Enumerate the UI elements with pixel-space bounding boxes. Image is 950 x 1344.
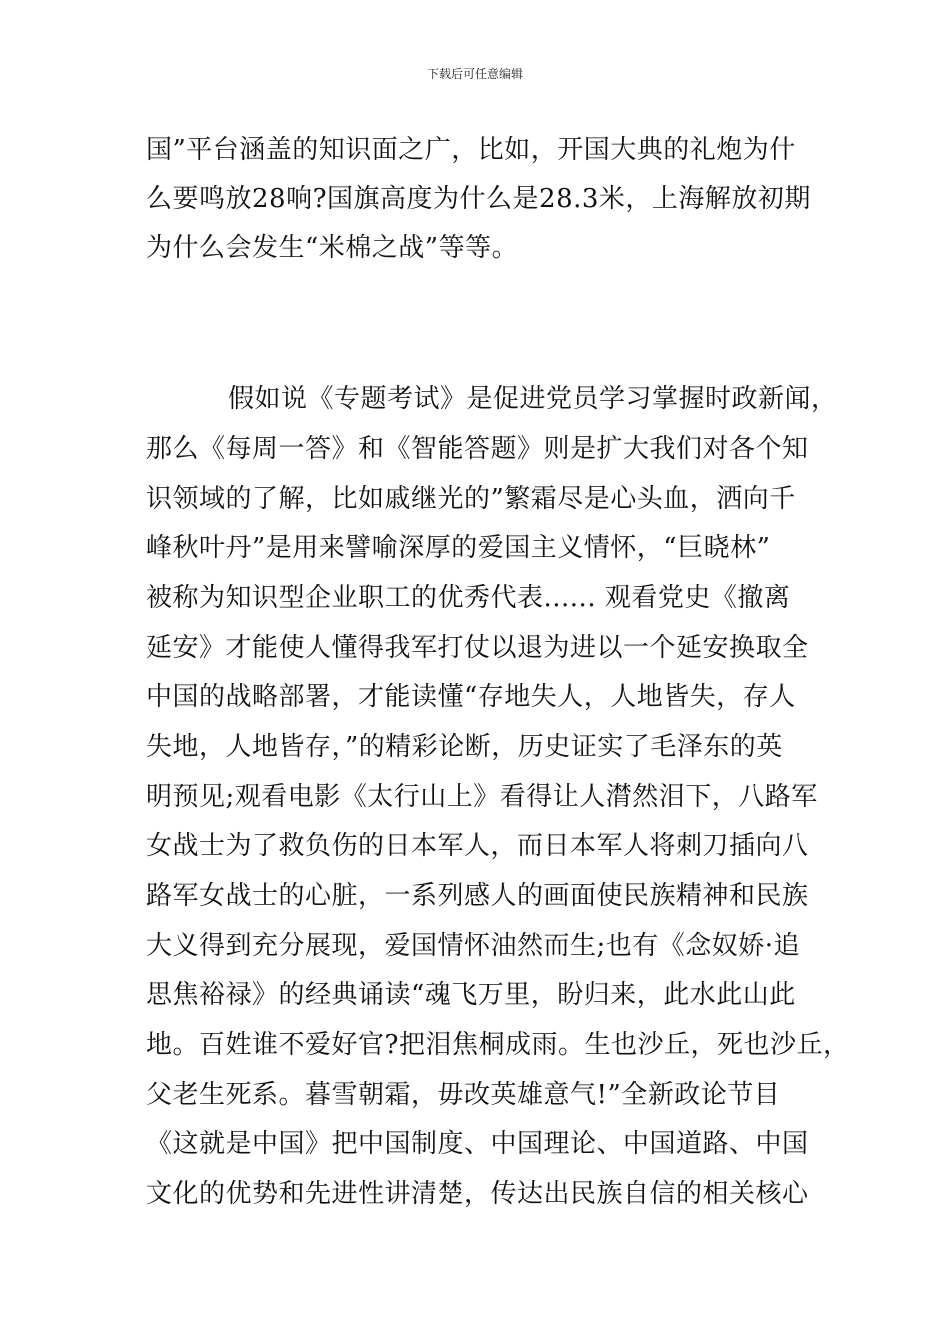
paragraph-2-line-9: 明预见;观看电影《太行山上》看得让人潸然泪下，八路军 [146,782,818,812]
paragraph-2-line-2: 那么《每周一答》和《智能答题》则是扩大我们对各个知 [146,434,809,464]
paragraph-2-line-5: 被称为知识型企业职工的优秀代表...... 观看党史《撤离 [146,583,791,613]
paragraph-2-line-11: 路军女战士的心脏，一系列感人的画面使民族精神和民族 [146,881,809,911]
paragraph-2-line-15: 父老生死系。暮雪朝霜，毋改英雄意气!”全新政论节目 [146,1080,781,1110]
paragraph-2-line-17: 文化的优势和先进性讲清楚，传达出民族自信的相关核心 [146,1179,809,1209]
paragraph-2-line-12: 大义得到充分展现，爱国情怀油然而生;也有《念奴娇·追 [146,931,801,961]
paragraph-2-line-14: 地。百姓谁不爱好官?把泪焦桐成雨。生也沙丘，死也沙丘， [146,1030,850,1060]
paragraph-2-line-16: 《这就是中国》把中国制度、中国理论、中国道路、中国 [146,1129,809,1159]
paragraph-2-line-10: 女战士为了救负伤的日本军人，而日本军人将刺刀插向八 [146,831,809,861]
paragraph-1-line-1: 国”平台涵盖的知识面之广，比如，开国大典的礼炮为什 [146,135,796,165]
paragraph-2-line-6: 延安》才能使人懂得我军打仗以退为进以一个延安换取全 [146,633,809,663]
paragraph-1-line-2: 么要鸣放28响?国旗高度为什么是28.3米，上海解放初期 [146,184,811,214]
page-header: 下载后可任意编辑 [426,67,523,81]
paragraph-1-line-3: 为什么会发生“米棉之战”等等。 [146,233,519,263]
paragraph-2-line-4: 峰秋叶丹”是用来譬喻深厚的爱国主义情怀，“巨晓林” [146,533,771,563]
paragraph-2-line-8: 失地，人地皆存，”的精彩论断，历史证实了毛泽东的英 [146,732,783,762]
paragraph-2-line-3: 识领域的了解，比如戚继光的”繁霜尽是心头血，洒向千 [146,484,796,514]
paragraph-2-line-1: 假如说《专题考试》是促进党员学习掌握时政新闻， [228,384,838,414]
paragraph-2-line-13: 思焦裕禄》的经典诵读“魂飞万里，盼归来，此水此山此 [146,980,796,1010]
paragraph-2-line-7: 中国的战略部署，才能读懂“存地失人，人地皆失，存人 [146,682,796,712]
